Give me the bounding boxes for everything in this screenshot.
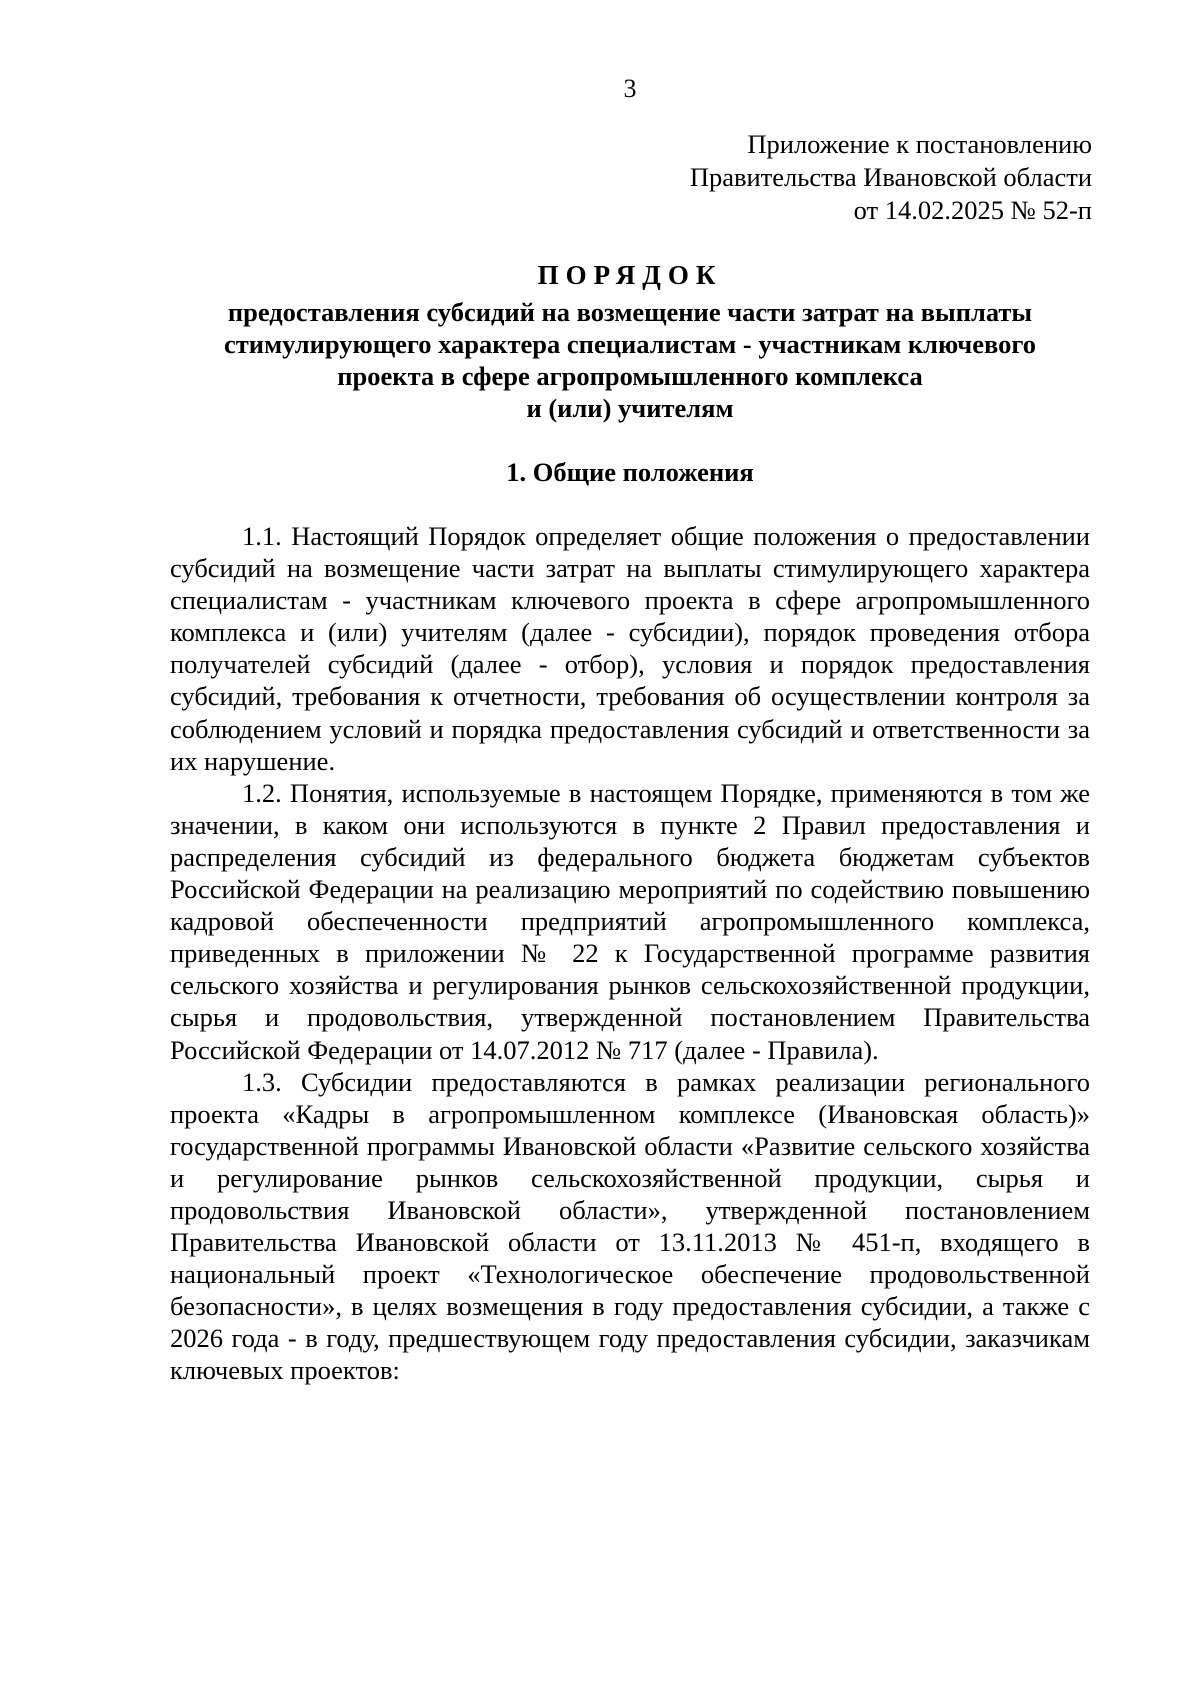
subtitle-line-1: предоставления субсидий на возмещение части затрат на выплаты [227,297,1033,327]
page-number: 3 [623,74,637,103]
document-title: ПОРЯДОК [537,260,723,290]
paragraph-1-1: 1.1. Настоящий Порядок определяет общие положения о предоставлении субсидий на возмещение части затрат на выплаты стимулирующего характера специалистам - участникам ключевого проекта в сфере агропромышленного комплекса и (или) учителям (далее - субсидии), порядок проведения отбора получателей субсидий (далее - отбор), условия и порядок предоставления субсидий, требования к отчетности, требования об осуществлении контроля за соблюдением условий и порядка предоставления субсидий и ответственности за их нарушение. [170,521,1090,776]
body-text [170,520,1090,1387]
appendix-line-3: от 14.02.2025 № 52-п [853,195,1092,225]
subtitle-line-4: и (или) учителям [526,393,734,423]
subtitle-line-2: стимулирующего характера специалистам - участникам ключевого [224,329,1036,359]
appendix-note [492,128,1092,227]
section-heading: 1. Общие положения [506,457,754,487]
appendix-line-2: Правительства Ивановской области [689,162,1092,192]
paragraph-1-2: 1.2. Понятия, используемые в настоящем Порядке, применяются в том же значении, в каком они используются в пункте 2 Правил предоставления и распределения субсидий из федерального бюджета бюджетам субъектов Российской Федерации на реализацию мероприятий по содействию повышению кадровой обеспеченности предприятий агропромышленного комплекса, приведенных в приложении № 22 к Государственной программе развития сельского хозяйства и регулирования рынков сельскохозяйственной продукции, сырья и продовольствия, утвержденной постановлением Правительства Российской Федерации от 14.07.2012 № 717 (далее - Правила). [170,777,1090,1065]
paragraph-1-3: 1.3. Субсидии предоставляются в рамках реализации регионального проекта «Кадры в агропромышленном комплексе (Ивановская область)» государственной программы Ивановской области «Развитие сельского хозяйства и регулирование рынков сельскохозяйственной продукции, сырья и продовольствия Ивановской области», утвержденной постановлением Правительства Ивановской области от 13.11.2013 № 451-п, входящего в национальный проект «Технологическое обеспечение продовольственной безопасности», в целях возмещения в году предоставления субсидии, а также с 2026 года - в году, предшествующем году предоставления субсидии, заказчикам ключевых проектов: [170,1066,1090,1386]
subtitle-line-3: проекта в сфере агропромышленного комплекса [337,361,923,391]
document-title-block [170,258,1090,424]
appendix-line-1: Приложение к постановлению [747,129,1092,159]
